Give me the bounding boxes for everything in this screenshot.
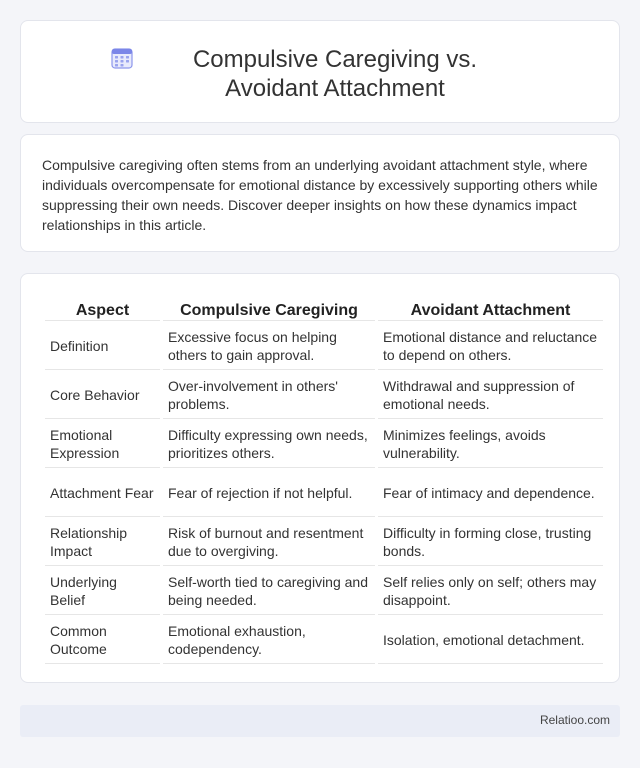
- row-avoidant: Emotional distance and reluctance to depend on others.: [378, 323, 603, 370]
- row-caregiving: Difficulty expressing own needs, prioritizes others.: [163, 421, 375, 468]
- intro-paragraph: Compulsive caregiving often stems from an underlying avoidant attachment style, where individuals overcompensate for emotional distance by excessively supporting others while suppressing their own needs. Discover deeper insights on how these dynamics impact relationships in this article.: [42, 157, 598, 233]
- row-caregiving: Self-worth tied to caregiving and being needed.: [163, 568, 375, 615]
- row-avoidant: Fear of intimacy and dependence.: [378, 470, 603, 517]
- table-row: [45, 372, 603, 419]
- table-row: [45, 519, 603, 566]
- comparison-table: [42, 295, 606, 666]
- row-avoidant: Difficulty in forming close, trusting bonds.: [378, 519, 603, 566]
- intro-card: [20, 134, 620, 252]
- row-caregiving: Emotional exhaustion, codependency.: [163, 617, 375, 664]
- table-row: [45, 323, 603, 370]
- row-caregiving: Risk of burnout and resentment due to overgiving.: [163, 519, 375, 566]
- row-avoidant: Withdrawal and suppression of emotional needs.: [378, 372, 603, 419]
- row-aspect: Definition: [45, 323, 160, 370]
- page-title: Compulsive Caregiving vs. Avoidant Attachment: [192, 46, 478, 102]
- title-card: [20, 20, 620, 123]
- row-aspect: Relationship Impact: [45, 519, 160, 566]
- row-aspect: Common Outcome: [45, 617, 160, 664]
- row-aspect: Attachment Fear: [45, 470, 160, 517]
- table-header-row: [45, 297, 603, 321]
- row-avoidant: Self relies only on self; others may disappoint.: [378, 568, 603, 615]
- footer-brand-link[interactable]: Relatioo.com: [539, 713, 610, 727]
- row-caregiving: Over-involvement in others' problems.: [163, 372, 375, 419]
- column-header-aspect: Aspect: [45, 297, 160, 321]
- row-caregiving: Fear of rejection if not helpful.: [163, 470, 375, 517]
- table-row: [45, 568, 603, 615]
- column-header-compulsive-caregiving: Compulsive Caregiving: [163, 297, 375, 321]
- row-avoidant: Isolation, emotional detachment.: [378, 617, 603, 664]
- row-aspect: Underlying Belief: [45, 568, 160, 615]
- row-aspect: Core Behavior: [45, 372, 160, 419]
- footer-bar: [20, 705, 620, 737]
- table-row: [45, 470, 603, 517]
- comparison-card: [20, 273, 620, 683]
- row-avoidant: Minimizes feelings, avoids vulnerability.: [378, 421, 603, 468]
- table-row: [45, 421, 603, 468]
- column-header-avoidant-attachment: Avoidant Attachment: [378, 297, 603, 321]
- row-aspect: Emotional Expression: [45, 421, 160, 468]
- table-row: [45, 617, 603, 664]
- row-caregiving: Excessive focus on helping others to gain approval.: [163, 323, 375, 370]
